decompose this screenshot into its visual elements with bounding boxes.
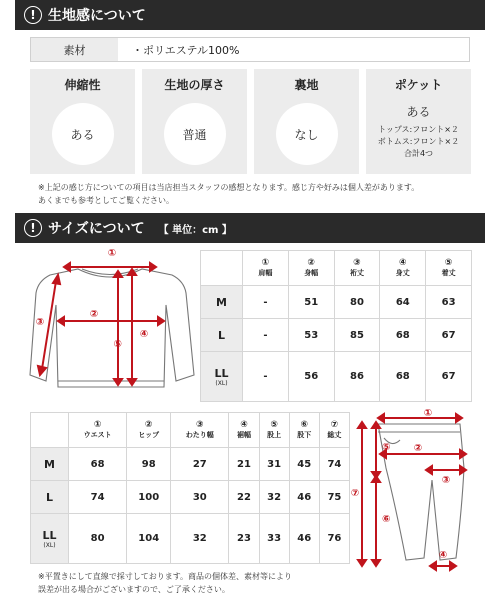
- table-row: [31, 448, 350, 481]
- tops-header-body-length: ④ 身丈: [380, 251, 426, 286]
- table-cell: 74: [69, 481, 127, 514]
- table-cell: 86: [334, 352, 380, 402]
- bottoms-mark-7: ⑦: [350, 488, 360, 499]
- table-cell: 56: [288, 352, 334, 402]
- property-title: 生地の厚さ: [164, 78, 225, 92]
- table-cell: 85: [334, 319, 380, 352]
- tops-mark-5: ⑤: [113, 339, 122, 350]
- table-cell: 64: [380, 286, 426, 319]
- pocket-value: ある: [406, 105, 431, 119]
- row-size: M: [31, 448, 69, 481]
- row-size: M: [201, 286, 243, 319]
- table-cell: 67: [426, 352, 472, 402]
- tops-mark-3: ③: [35, 317, 45, 328]
- fabric-note: [38, 181, 478, 207]
- tops-size-table: [200, 250, 472, 402]
- exclamation-icon: !: [24, 219, 42, 237]
- bottoms-header-hem: ④ 裾幅: [229, 413, 259, 448]
- tops-mark-4: ④: [139, 329, 149, 340]
- table-cell: 68: [69, 448, 127, 481]
- table-cell: 30: [171, 481, 229, 514]
- table-cell: 45: [289, 448, 319, 481]
- size-section-title: サイズについて: [48, 221, 145, 237]
- table-cell: -: [243, 319, 289, 352]
- bottoms-diagram: [348, 408, 476, 578]
- row-size-sub: (XL): [215, 379, 228, 387]
- table-cell: 80: [334, 286, 380, 319]
- tops-header-row: [201, 251, 472, 286]
- bottoms-mark-3: ③: [441, 475, 451, 486]
- row-size-sub: (XL): [43, 541, 56, 549]
- table-cell: 51: [288, 286, 334, 319]
- bottoms-mark-1: ①: [423, 408, 433, 419]
- fabric-note-line: あくまでも参考としてご覧ください。: [38, 196, 174, 205]
- bottoms-header-inseam: ⑥ 股下: [289, 413, 319, 448]
- material-value: ・ポリエステル100%: [118, 38, 469, 61]
- table-corner: [201, 251, 243, 286]
- row-size: [31, 514, 69, 564]
- bottoms-mark-4: ④: [438, 550, 448, 561]
- table-cell: -: [243, 352, 289, 402]
- table-corner: [31, 413, 69, 448]
- bottoms-header-rise: ⑤ 股上: [259, 413, 289, 448]
- row-size: [201, 352, 243, 402]
- fabric-section-title: 生地感について: [48, 8, 146, 24]
- table-row: [31, 514, 350, 564]
- table-row: [31, 481, 350, 514]
- size-note-line: ※平置きにして直線で採寸しております。商品の個体差、素材等により: [38, 572, 293, 581]
- table-cell: 27: [171, 448, 229, 481]
- table-cell: -: [243, 286, 289, 319]
- table-row: [201, 286, 472, 319]
- tops-mark-2: ②: [89, 309, 99, 320]
- table-cell: 98: [127, 448, 171, 481]
- table-cell: 63: [426, 286, 472, 319]
- row-size: L: [31, 481, 69, 514]
- bottoms-header-thigh: ③ わたり幅: [171, 413, 229, 448]
- table-cell: 46: [289, 514, 319, 564]
- table-cell: 67: [426, 319, 472, 352]
- table-cell: 74: [319, 448, 349, 481]
- table-cell: 31: [259, 448, 289, 481]
- tops-diagram: [26, 247, 198, 405]
- bottoms-mark-2: ②: [413, 443, 423, 454]
- table-cell: 46: [289, 481, 319, 514]
- tops-header-total-length: ⑤ 着丈: [426, 251, 472, 286]
- tops-header-shoulder: ① 肩幅: [243, 251, 289, 286]
- pocket-line: 合計4つ: [403, 149, 434, 158]
- bottoms-mark-5: ⑤: [382, 442, 391, 453]
- bottoms-header-row: [31, 413, 350, 448]
- table-cell: 32: [171, 514, 229, 564]
- property-card-pocket: [366, 69, 471, 174]
- bottoms-header-total: ⑦ 総丈: [319, 413, 349, 448]
- size-section-header: [15, 213, 485, 243]
- bottoms-size-table: [30, 412, 350, 564]
- property-value: なし: [276, 103, 338, 165]
- property-card-lining: [254, 69, 359, 174]
- material-row: [30, 37, 470, 62]
- bottoms-mark-6: ⑥: [382, 514, 391, 525]
- tops-header-width: ② 身幅: [288, 251, 334, 286]
- property-title: 裏地: [294, 78, 319, 92]
- exclamation-icon: !: [24, 6, 42, 24]
- table-row: [201, 352, 472, 402]
- table-cell: 23: [229, 514, 259, 564]
- table-cell: 21: [229, 448, 259, 481]
- unit-label: 【 単位：cm 】: [158, 224, 232, 236]
- material-label: 素材: [31, 38, 118, 61]
- table-cell: 104: [127, 514, 171, 564]
- table-cell: 75: [319, 481, 349, 514]
- row-size-label: LL: [42, 528, 57, 542]
- property-value: 普通: [164, 103, 226, 165]
- table-cell: 22: [229, 481, 259, 514]
- row-size: L: [201, 319, 243, 352]
- table-cell: 32: [259, 481, 289, 514]
- table-cell: 68: [380, 319, 426, 352]
- table-cell: 68: [380, 352, 426, 402]
- property-card-stretch: [30, 69, 135, 174]
- size-note: [38, 570, 338, 596]
- tops-mark-1: ①: [107, 248, 117, 259]
- property-title: ポケット: [394, 78, 443, 92]
- table-cell: 33: [259, 514, 289, 564]
- table-cell: 53: [288, 319, 334, 352]
- property-value: ある: [52, 103, 114, 165]
- bottoms-header-hip: ② ヒップ: [127, 413, 171, 448]
- bottoms-header-waist: ① ウエスト: [69, 413, 127, 448]
- fabric-note-line: ※上記の感じ方についての項目は当店担当スタッフの感想となります。感じ方や好みは個人差があります。: [38, 183, 420, 192]
- size-note-line: 誤差が出る場合がございますので、ご了承ください。: [38, 585, 230, 594]
- table-cell: 76: [319, 514, 349, 564]
- table-cell: 80: [69, 514, 127, 564]
- fabric-section-header: [15, 0, 485, 30]
- tops-header-sleeve: ③ 裄丈: [334, 251, 380, 286]
- pocket-line: トップス:フロント×２: [378, 125, 459, 134]
- table-cell: 100: [127, 481, 171, 514]
- table-row: [201, 319, 472, 352]
- row-size-label: LL: [214, 366, 229, 380]
- property-card-thickness: [142, 69, 247, 174]
- pocket-line: ボトムス:フロント×２: [377, 137, 460, 146]
- property-title: 伸縮性: [64, 78, 101, 92]
